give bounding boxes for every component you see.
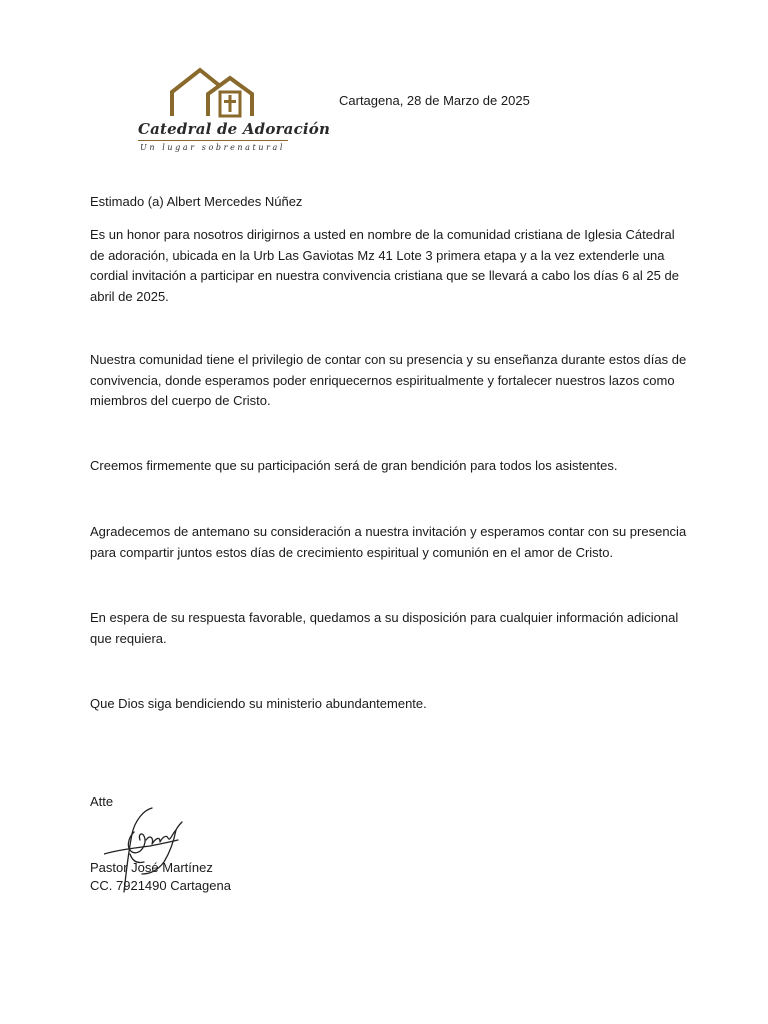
closing: Atte [90, 794, 114, 809]
date-line: Cartagena, 28 de Marzo de 2025 [339, 93, 530, 108]
paragraph-invitation: Es un honor para nosotros dirigirnos a usted en nombre de la comunidad cristiana de Iglesia Cátedral de adoración, ubicada en la Urb Las Gaviotas Mz 41 Lote 3 primera etapa y a la vez extenderle una cordial invitación a participar en nuestra convivencia cristiana que se llevará a cabo los días 6 al 25 de abril de 2025. [90, 227, 679, 304]
church-house-icon [168, 64, 258, 120]
greeting: Estimado (a) Albert Mercedes Núñez [90, 194, 303, 209]
paragraph-gratitude: Agradecemos de antemano su consideración a nuestra invitación y esperamos contar con su presencia para compartir juntos estos días de crecimiento espiritual y comunión en el amor de Cristo. [90, 524, 687, 560]
logo-divider [138, 140, 288, 141]
paragraph-blessing: Creemos firmemente que su participación será de gran bendición para todos los asistentes. [90, 458, 618, 473]
church-logo [132, 60, 331, 160]
signer-id: CC. 7921490 Cartagena [90, 878, 231, 893]
paragraph-farewell: Que Dios siga bendiciendo su ministerio abundantemente. [90, 696, 427, 711]
logo-name: Catedral de Adoración [138, 120, 331, 138]
logo-tagline: Un lugar sobrenatural [140, 143, 286, 152]
signer-name: Pastor José Martínez [90, 860, 213, 875]
paragraph-response: En espera de su respuesta favorable, quedamos a su disposición para cualquier información adicional que requiera. [90, 610, 679, 646]
paragraph-community: Nuestra comunidad tiene el privilegio de contar con su presencia y su enseñanza durante estos días de convivencia, donde esperamos poder enriquecernos espiritualmente y fortalecer nuestros lazos como miembros del cuerpo de Cristo. [90, 352, 687, 408]
